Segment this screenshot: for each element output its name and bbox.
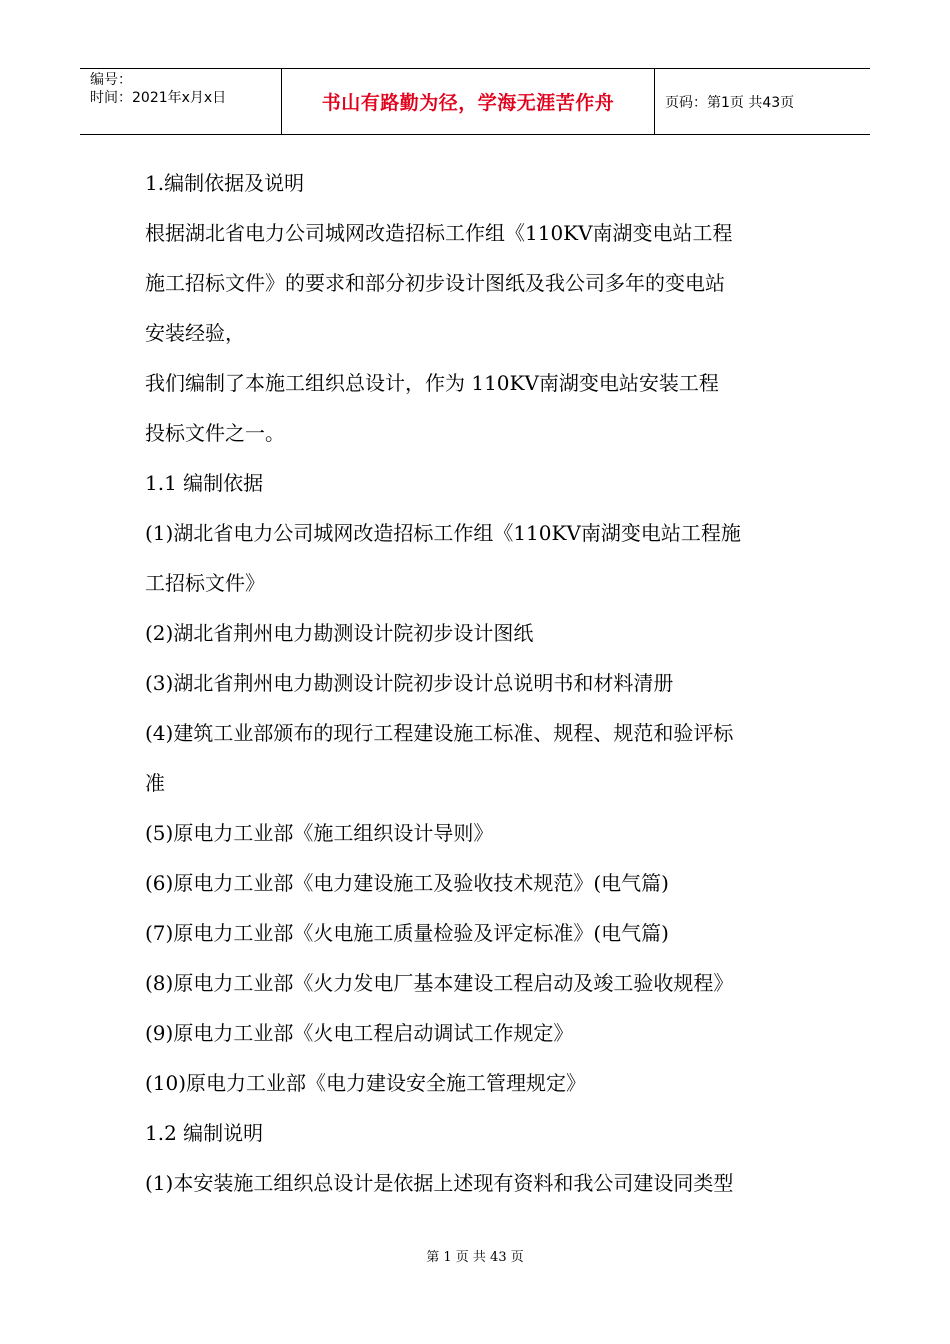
list-item: (1)本安装施工组织总设计是依据上述现有资料和我公司建设同类型 <box>145 1171 734 1195</box>
list-item: (9)原电力工业部《火电工程启动调试工作规定》 <box>145 1021 574 1045</box>
paragraph-line: 施工招标文件》的要求和部分初步设计图纸及我公司多年的变电站 <box>145 271 725 295</box>
document-number-label: 编号： <box>90 72 132 88</box>
paragraph-line: 我们编制了本施工组织总设计，作为 110KV南湖变电站安装工程 <box>145 371 719 395</box>
list-item: (7)原电力工业部《火电施工质量检验及评定标准》(电气篇) <box>145 921 669 945</box>
list-item: (6)原电力工业部《电力建设施工及验收技术规范》(电气篇) <box>145 871 669 895</box>
paragraph-line: 投标文件之一。 <box>145 421 285 445</box>
list-item: (2)湖北省荆州电力勘测设计院初步设计图纸 <box>145 621 534 645</box>
header-motto: 书山有路勤为径，学海无涯苦作舟 <box>282 69 655 134</box>
list-item: 准 <box>145 771 165 795</box>
page-footer: 第 1 页 共 43 页 <box>426 1250 524 1265</box>
document-header <box>80 68 870 135</box>
list-item: (4)建筑工业部颁布的现行工程建设施工标准、规程、规范和验评标 <box>145 721 734 745</box>
list-item: (10)原电力工业部《电力建设安全施工管理规定》 <box>145 1071 587 1095</box>
list-item: (8)原电力工业部《火力发电厂基本建设工程启动及竣工验收规程》 <box>145 971 734 995</box>
header-page-info: 页码：第1页 共43页 <box>665 94 795 111</box>
list-item: (1)湖北省电力公司城网改造招标工作组《110KV南湖变电站工程施 <box>145 521 741 545</box>
section-heading: 1.编制依据及说明 <box>145 171 305 195</box>
document-time-label: 时间：2021年x月x日 <box>90 90 227 106</box>
list-item: (5)原电力工业部《施工组织设计导则》 <box>145 821 494 845</box>
list-item: 工招标文件》 <box>145 571 265 595</box>
paragraph-line: 安装经验， <box>145 321 245 345</box>
subsection-heading: 1.1 编制依据 <box>145 471 264 495</box>
paragraph-line: 根据湖北省电力公司城网改造招标工作组《110KV南湖变电站工程 <box>145 221 733 245</box>
subsection-heading: 1.2 编制说明 <box>145 1121 264 1145</box>
header-meta <box>80 69 282 134</box>
list-item: (3)湖北省荆州电力勘测设计院初步设计总说明书和材料清册 <box>145 671 674 695</box>
document-body <box>145 158 810 1208</box>
